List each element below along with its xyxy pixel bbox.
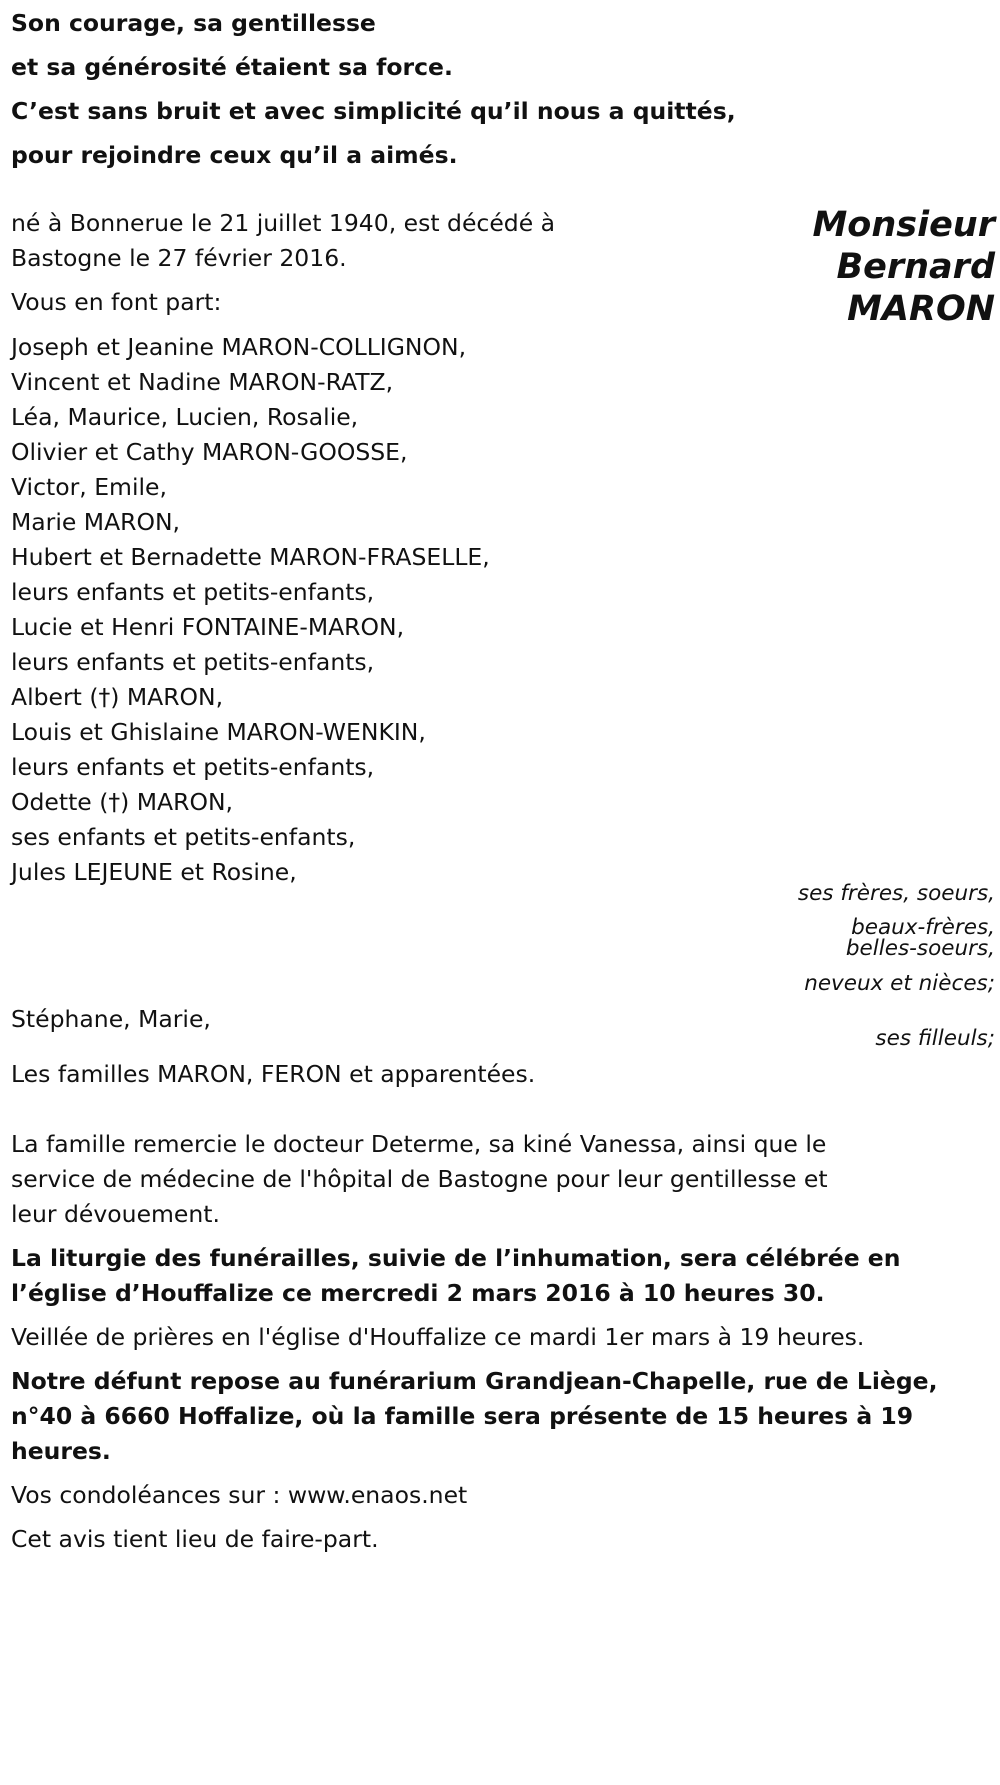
vigil-line: Veillée de prières en l'église d'Houffalize ce mardi 1er mars à 19 heures. [11,1323,865,1351]
family-line: Odette (†) MARON, [11,788,234,816]
deceased-title: Monsieur [812,205,995,245]
funeral-line-1: La liturgie des funérailles, suivie de l’inhumation, sera célébrée en [11,1244,901,1272]
families-line: Les familles MARON, FERON et apparentées. [11,1060,536,1088]
relation-label: ses filleuls; [875,1026,995,1051]
condolences-line: Vos condoléances sur : www.enaos.net [11,1481,468,1509]
family-line: Lucie et Henri FONTAINE-MARON, [11,613,405,641]
repose-line-1: Notre défunt repose au funérarium Grandjean-Chapelle, rue de Liège, [11,1367,938,1395]
relation-label: belles-soeurs, [845,936,995,961]
relation-label: beaux-frères, [851,915,995,940]
family-line: leurs enfants et petits-enfants, [11,753,375,781]
family-line: Hubert et Bernadette MARON-FRASELLE, [11,543,490,571]
intro-line-2: Bastogne le 27 février 2016. [11,244,347,272]
funeral-line-2: l’église d’Houffalize ce mercredi 2 mars 2016 à 10 heures 30. [11,1279,825,1307]
family-line: leurs enfants et petits-enfants, [11,578,375,606]
repose-line-2: n°40 à 6660 Hoffalize, où la famille sera présente de 15 heures à 19 [11,1402,914,1430]
godchildren-line: Stéphane, Marie, [11,1005,211,1033]
quote-line-4: pour rejoindre ceux qu’il a aimés. [11,141,458,169]
announce-text: Vous en font part: [11,288,222,316]
quote-line-2: et sa générosité étaient sa force. [11,53,453,81]
relation-label: ses frères, soeurs, [797,881,995,906]
family-line: leurs enfants et petits-enfants, [11,648,375,676]
deceased-first-name: Bernard [836,247,995,287]
family-line: Marie MARON, [11,508,181,536]
thanks-line-3: leur dévouement. [11,1200,220,1228]
family-line: Albert (†) MARON, [11,683,224,711]
family-line: ses enfants et petits-enfants, [11,823,356,851]
family-line: Léa, Maurice, Lucien, Rosalie, [11,403,359,431]
family-line: Vincent et Nadine MARON-RATZ, [11,368,394,396]
family-line: Victor, Emile, [11,473,167,501]
thanks-line-2: service de médecine de l'hôpital de Bastogne pour leur gentillesse et [11,1165,828,1193]
family-line: Olivier et Cathy MARON-GOOSSE, [11,438,408,466]
relation-label: neveux et nièces; [804,971,995,996]
family-line: Joseph et Jeanine MARON-COLLIGNON, [11,333,467,361]
repose-line-3: heures. [11,1437,111,1465]
quote-line-1: Son courage, sa gentillesse [11,9,376,37]
intro-line-1: né à Bonnerue le 21 juillet 1940, est décédé à [11,209,556,237]
thanks-line-1: La famille remercie le docteur Determe, sa kiné Vanessa, ainsi que le [11,1130,827,1158]
family-line: Jules LEJEUNE et Rosine, [11,858,297,886]
quote-line-3: C’est sans bruit et avec simplicité qu’il nous a quittés, [11,97,736,125]
family-line: Louis et Ghislaine MARON-WENKIN, [11,718,426,746]
notice-line: Cet avis tient lieu de faire-part. [11,1525,379,1553]
deceased-last-name: MARON [847,289,995,329]
